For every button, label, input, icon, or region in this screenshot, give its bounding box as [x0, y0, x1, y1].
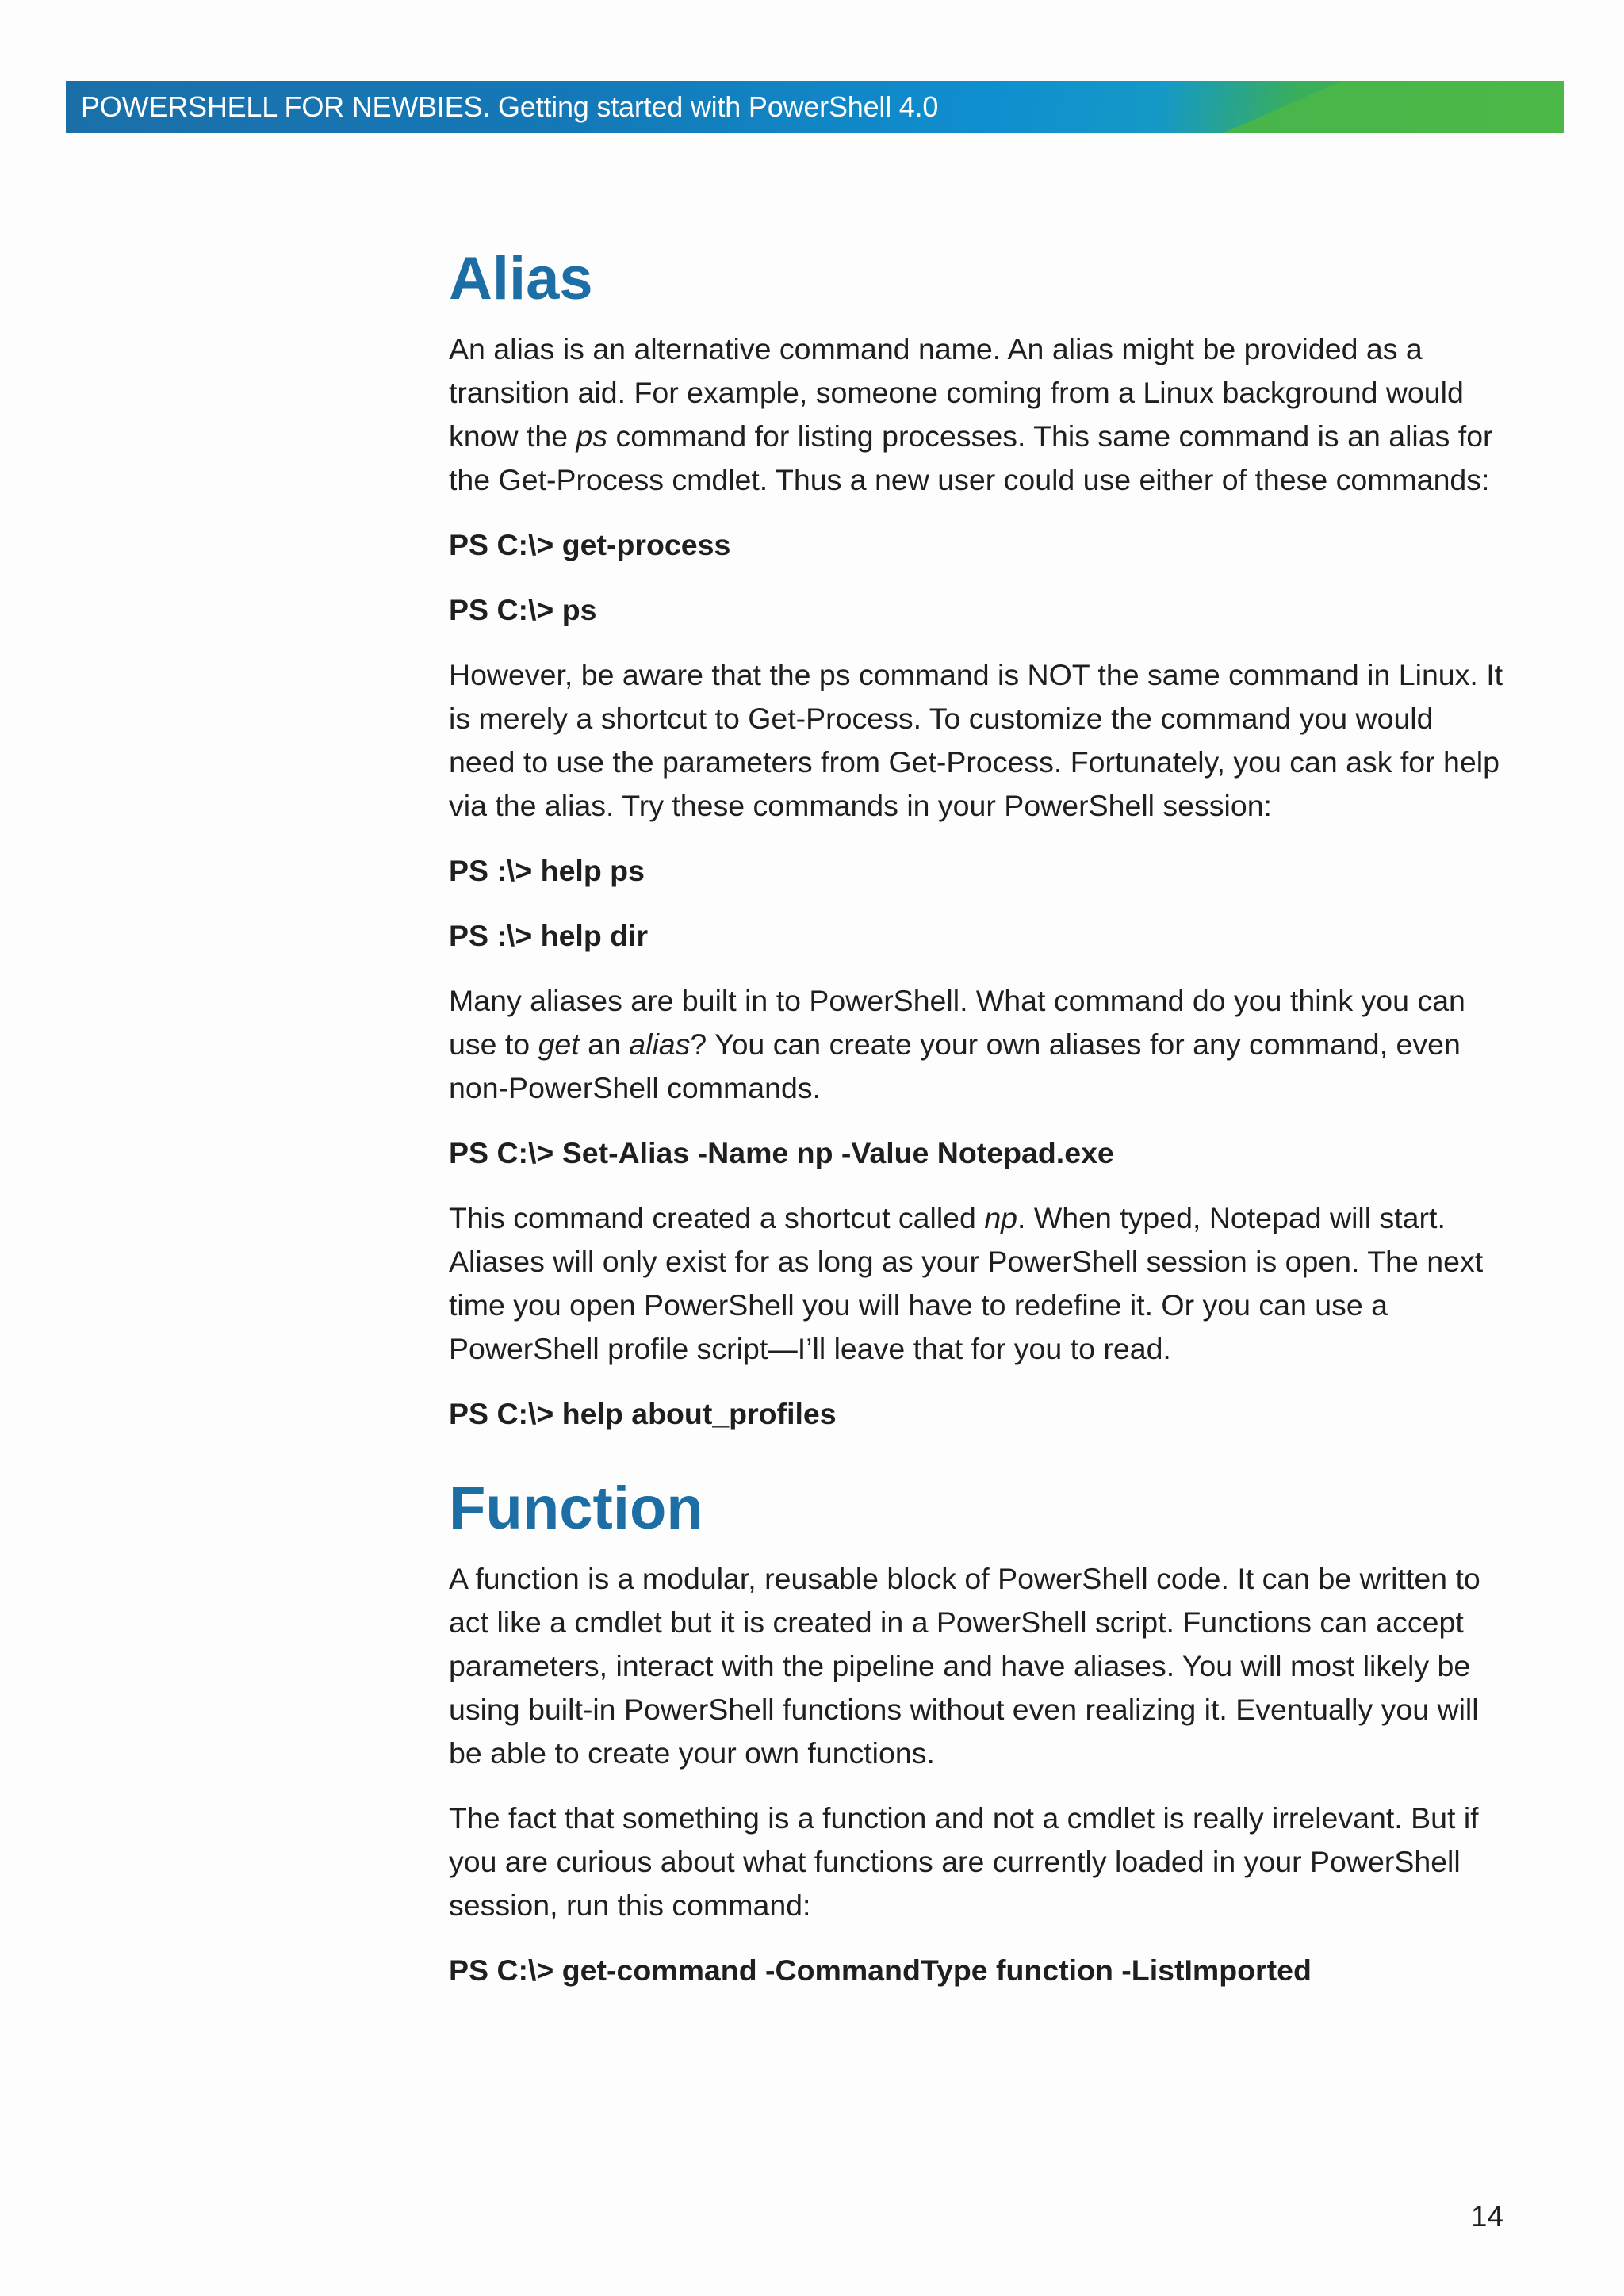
- header-title: POWERSHELL FOR NEWBIES. Getting started with PowerShell 4.0: [81, 90, 939, 123]
- alias-paragraph-4: [449, 1196, 1503, 1371]
- command-line: PS C:\> help about_profiles: [449, 1397, 837, 1430]
- command-line: PS :\> help ps: [449, 854, 645, 887]
- command-line: PS C:\> ps: [449, 593, 597, 626]
- italic-term: np: [984, 1201, 1018, 1234]
- text-run: An alias is an alternative command name. An alias might be provided as a transition aid. For example, someone coming from a Linux background would know the: [449, 332, 1464, 453]
- command-line: PS C:\> get-command -CommandType function -ListImported: [449, 1954, 1312, 1987]
- function-heading: Function: [449, 1475, 703, 1542]
- header-banner: [66, 81, 1564, 133]
- text-run: an: [579, 1027, 630, 1061]
- command-line: PS C:\> get-process: [449, 528, 731, 561]
- text-run: . When typed, Notepad will start. Aliases will only exist for as long as your PowerShell session is open. The next time you open PowerShell you will have to redefine it. Or you can use a PowerShell profile script—I’ll leave that for you to read.: [449, 1201, 1484, 1365]
- function-paragraph-2: The fact that something is a function and not a cmdlet is really irrelevant. But if you are curious about what functions are currently loaded in your PowerShell session, run this command:: [449, 1801, 1479, 1922]
- command-line: PS :\> help dir: [449, 919, 649, 952]
- text-run: ? You can create your own aliases for any command, even non-PowerShell commands.: [449, 1027, 1461, 1104]
- command-line: PS C:\> Set-Alias -Name np -Value Notepad.exe: [449, 1136, 1114, 1169]
- italic-term: alias: [629, 1027, 691, 1061]
- text-run: command for listing processes. This same command is an alias for the Get-Process cmdlet. Thus a new user could use either of these commands:: [449, 419, 1493, 496]
- page-number: 14: [1470, 2200, 1503, 2233]
- function-paragraph-1: A function is a modular, reusable block of PowerShell code. It can be written to act like a cmdlet but it is created in a PowerShell script. Functions can accept parameters, interact with the pipeline and have aliases. You will most likely be using built-in PowerShell functions without even realizing it. Eventually you will be able to create your own functions.: [449, 1562, 1480, 1770]
- alias-heading: Alias: [449, 245, 593, 312]
- text-run: This command created a shortcut called: [449, 1201, 985, 1234]
- italic-term: ps: [576, 419, 608, 453]
- text-run: Many aliases are built in to PowerShell. What command do you think you can use to: [449, 984, 1465, 1061]
- alias-paragraph-2: However, be aware that the ps command is NOT the same command in Linux. It is merely a shortcut to Get-Process. To customize the command you would need to use the parameters from Get-Process. Fortunately, you can ask for help via the alias. Try these commands in your PowerShell session:: [449, 658, 1503, 822]
- page-content: [449, 238, 1503, 1992]
- italic-term: get: [538, 1027, 580, 1061]
- alias-paragraph-3: [449, 979, 1503, 1110]
- header-green-wedge: [1223, 81, 1564, 133]
- alias-paragraph-1: [449, 327, 1503, 502]
